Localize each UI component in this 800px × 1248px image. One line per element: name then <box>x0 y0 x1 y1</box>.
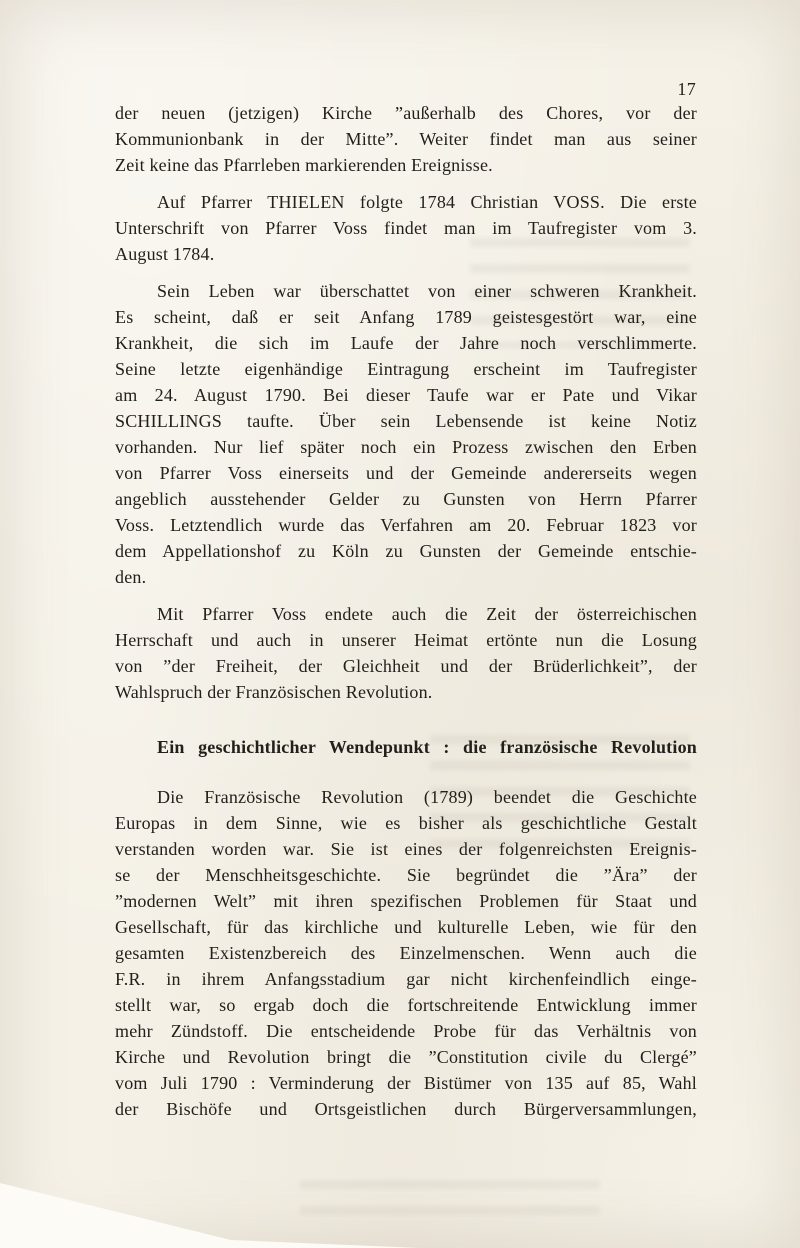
page-content <box>115 100 697 1122</box>
paragraph <box>115 601 697 705</box>
text-line: Mit Pfarrer Voss endete auch die Zeit der österreichischen <box>157 604 697 624</box>
text-line: stellt war, so ergab doch die fortschreitende Entwicklung immer <box>115 995 697 1015</box>
paragraph <box>115 784 697 1122</box>
text-line: Voss. Letztendlich wurde das Verfahren am 20. Februar 1823 vor <box>115 515 697 535</box>
text-line: Kirche und Revolution bringt die ”Constitution civile du Clergé” <box>115 1047 697 1067</box>
text-line: Herrschaft und auch in unserer Heimat ertönte nun die Losung <box>115 630 697 650</box>
text-line: der neuen (jetzigen) Kirche ”außerhalb des Chores, vor der <box>115 103 697 123</box>
text-line: Gesellschaft, für das kirchliche und kulturelle Leben, wie für den <box>115 917 697 937</box>
bleedthrough-artifact <box>300 1180 600 1220</box>
text-line: F.R. in ihrem Anfangsstadium gar nicht kirchenfeindlich einge- <box>115 969 697 989</box>
text-line: gesamten Existenzbereich des Einzelmenschen. Wenn auch die <box>115 943 697 963</box>
paragraph <box>115 189 697 267</box>
text-line: der Bischöfe und Ortsgeistlichen durch Bürgerversammlungen, <box>115 1099 697 1119</box>
text-line: vorhanden. Nur lief später noch ein Prozess zwischen den Erben <box>115 437 697 457</box>
text-line: August 1784. <box>115 244 215 264</box>
text-line: se der Menschheitsgeschichte. Sie begründet die ”Ära” der <box>115 865 697 885</box>
text-line: ”modernen Welt” mit ihren spezifischen Problemen für Staat und <box>115 891 697 911</box>
text-line: Seine letzte eigenhändige Eintragung erscheint im Taufregister <box>115 359 697 379</box>
text-line: von ”der Freiheit, der Gleichheit und der Brüderlichkeit”, der <box>115 656 697 676</box>
text-line: Die Französische Revolution (1789) beendet die Geschichte <box>157 787 697 807</box>
page-number: 17 <box>677 79 696 99</box>
section-heading: Ein geschichtlicher Wendepunkt : die französische Revolution <box>157 737 697 757</box>
text-line: Es scheint, daß er seit Anfang 1789 geistesgestört war, eine <box>115 307 697 327</box>
text-line: den. <box>115 567 147 587</box>
text-line: Auf Pfarrer THIELEN folgte 1784 Christian VOSS. Die erste <box>157 192 697 212</box>
text-line: Krankheit, die sich im Laufe der Jahre noch verschlimmerte. <box>115 333 697 353</box>
text-line: dem Appellationshof zu Köln zu Gunsten der Gemeinde entschie- <box>115 541 697 561</box>
paragraph <box>115 278 697 590</box>
paragraph <box>115 100 697 178</box>
text-line: SCHILLINGS taufte. Über sein Lebensende ist keine Notiz <box>115 411 697 431</box>
text-line: Zeit keine das Pfarrleben markierenden Ereignisse. <box>115 155 493 175</box>
text-line: vom Juli 1790 : Verminderung der Bistümer von 135 auf 85, Wahl <box>115 1073 697 1093</box>
text-line: mehr Zündstoff. Die entscheidende Probe für das Verhältnis von <box>115 1021 697 1041</box>
text-line: Sein Leben war überschattet von einer schweren Krankheit. <box>157 281 697 301</box>
text-line: Europas in dem Sinne, wie es bisher als geschichtliche Gestalt <box>115 813 697 833</box>
page-corner-edge <box>0 1148 420 1248</box>
text-line: Wahlspruch der Französischen Revolution. <box>115 682 433 702</box>
text-line: Unterschrift von Pfarrer Voss findet man im Taufregister vom 3. <box>115 218 697 238</box>
text-line: verstanden worden war. Sie ist eines der folgenreichsten Ereignis- <box>115 839 697 859</box>
text-line: Kommunionbank in der Mitte”. Weiter findet man aus seiner <box>115 129 697 149</box>
text-line: von Pfarrer Voss einerseits und der Gemeinde andererseits wegen <box>115 463 697 483</box>
text-line: angeblich ausstehender Gelder zu Gunsten von Herrn Pfarrer <box>115 489 697 509</box>
text-line: am 24. August 1790. Bei dieser Taufe war er Pate und Vikar <box>115 385 697 405</box>
